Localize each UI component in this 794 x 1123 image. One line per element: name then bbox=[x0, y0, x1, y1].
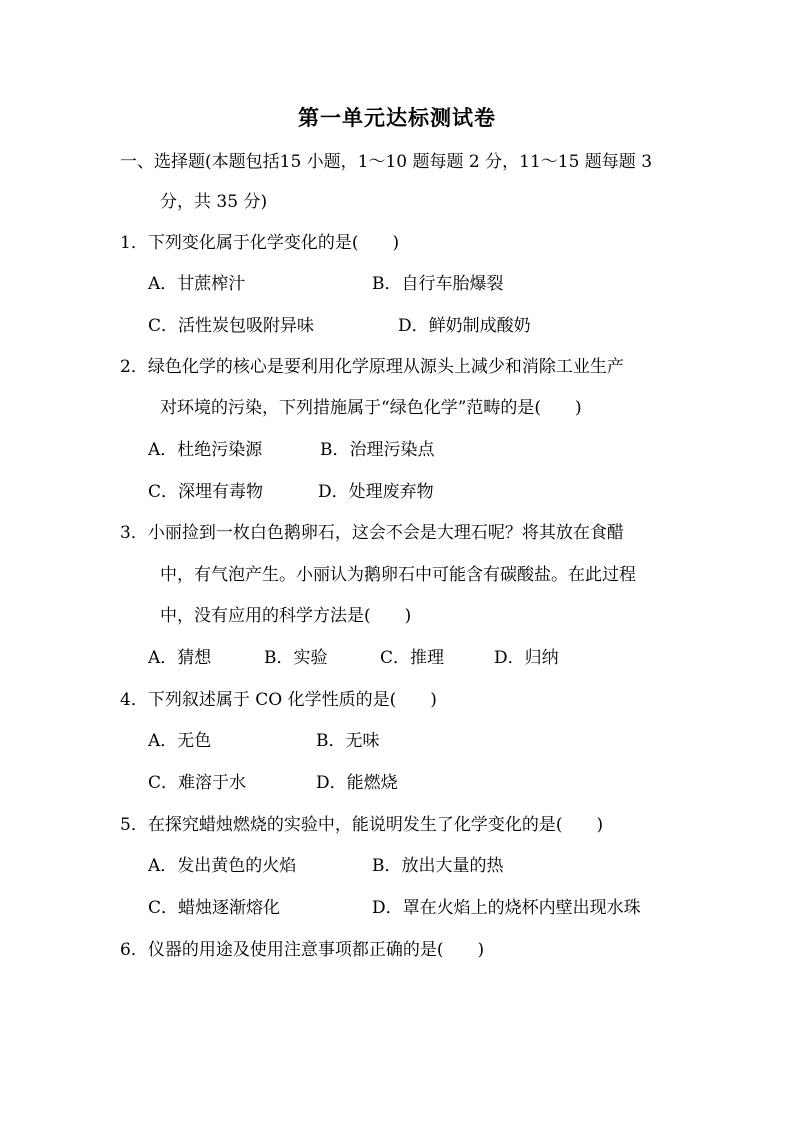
question-5-text: 5．在探究蜡烛燃烧的实验中，能说明发生了化学变化的是( ) bbox=[120, 815, 604, 835]
question-5-option-b: B．放出大量的热 bbox=[372, 856, 504, 876]
question-2-option-a: A．杜绝污染源 bbox=[148, 440, 263, 460]
question-3-option-d: D．归纳 bbox=[494, 648, 559, 668]
question-3-option-c: C．推理 bbox=[380, 648, 445, 668]
question-4-option-d: D．能燃烧 bbox=[316, 773, 398, 793]
section-heading-line-2: 分，共 35 分) bbox=[160, 192, 268, 212]
question-5-option-d: D．罩在火焰上的烧杯内壁出现水珠 bbox=[372, 898, 641, 918]
question-1-option-a: A．甘蔗榨汁 bbox=[148, 274, 246, 294]
question-3-text-line-1: 3．小丽捡到一枚白色鹅卵石，这会不会是大理石呢？将其放在食醋 bbox=[120, 523, 624, 543]
question-1-option-d: D．鲜奶制成酸奶 bbox=[398, 316, 531, 336]
question-5-option-c: C．蜡烛逐渐熔化 bbox=[148, 898, 281, 918]
question-3-text-line-3: 中，没有应用的科学方法是( ) bbox=[160, 606, 412, 626]
question-4-option-a: A．无色 bbox=[148, 731, 212, 751]
question-4-text: 4．下列叙述属于 CO 化学性质的是( ) bbox=[120, 690, 437, 710]
exam-title: 第一单元达标测试卷 bbox=[298, 105, 496, 130]
question-1-text: 1．下列变化属于化学变化的是( ) bbox=[120, 233, 400, 253]
question-1-option-c: C．活性炭包吸附异味 bbox=[148, 316, 315, 336]
question-3-text-line-2: 中，有气泡产生。小丽认为鹅卵石中可能含有碳酸盐。在此过程 bbox=[160, 565, 636, 585]
question-4-option-c: C．难溶于水 bbox=[148, 773, 247, 793]
question-1-option-b: B．自行车胎爆裂 bbox=[372, 274, 504, 294]
question-4-option-b: B．无味 bbox=[316, 731, 380, 751]
question-3-option-b: B．实验 bbox=[264, 648, 328, 668]
section-heading-line-1: 一、选择题(本题包括15 小题，1～10 题每题 2 分，11～15 题每题 3 bbox=[120, 152, 653, 172]
question-2-option-b: B．治理污染点 bbox=[320, 440, 435, 460]
question-2-text-line-1: 2．绿色化学的核心是要利用化学原理从源头上减少和消除工业生产 bbox=[120, 357, 624, 377]
question-3-option-a: A．猜想 bbox=[148, 648, 212, 668]
question-2-text-line-2: 对环境的污染，下列措施属于“绿色化学”范畴的是( ) bbox=[160, 398, 582, 418]
question-6-text: 6．仪器的用途及使用注意事项都正确的是( ) bbox=[120, 940, 485, 960]
question-2-option-c: C．深埋有毒物 bbox=[148, 482, 264, 502]
question-2-option-d: D．处理废弃物 bbox=[318, 482, 434, 502]
question-5-option-a: A．发出黄色的火焰 bbox=[148, 856, 297, 876]
